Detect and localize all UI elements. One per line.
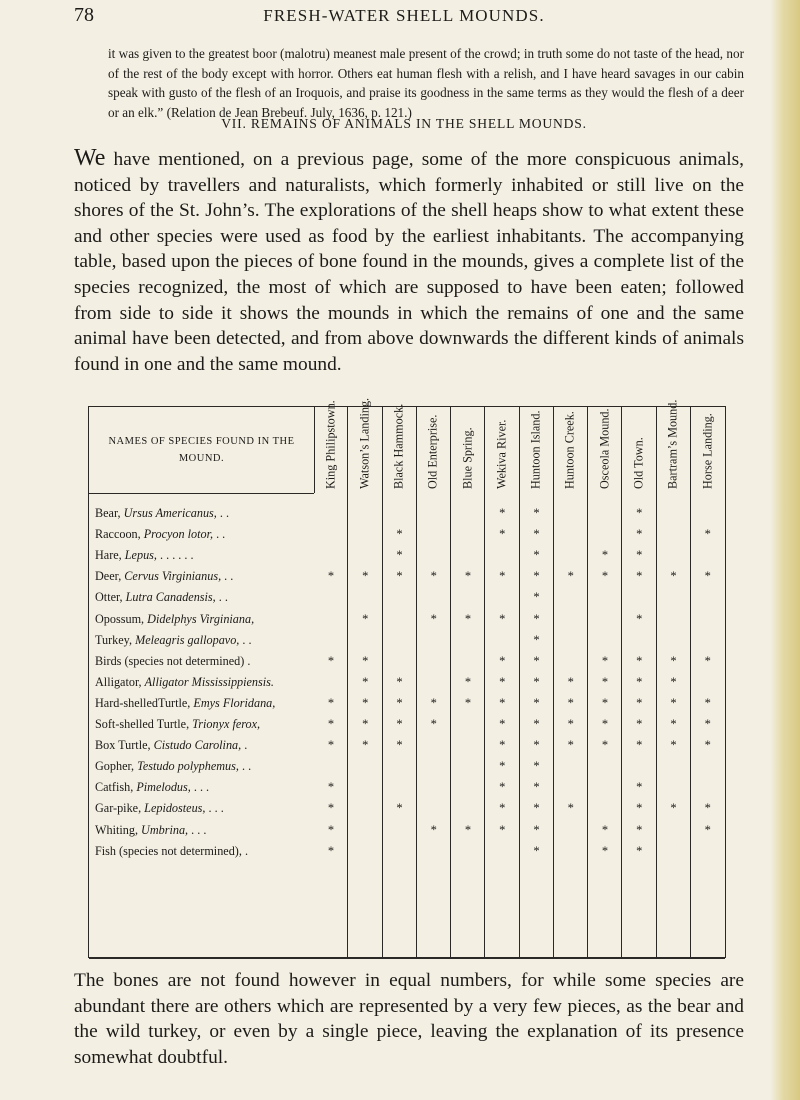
presence-mark: * xyxy=(499,506,506,520)
presence-mark: * xyxy=(704,801,711,816)
presence-mark: * xyxy=(601,843,609,858)
presence-mark: * xyxy=(533,759,540,774)
presence-mark: * xyxy=(533,717,540,731)
presence-mark: * xyxy=(430,717,437,731)
header-rule xyxy=(89,493,314,494)
presence-mark: * xyxy=(636,738,643,753)
table-row xyxy=(89,693,725,714)
presence-mark: * xyxy=(396,527,403,542)
presence-mark: * xyxy=(704,569,711,584)
presence-mark: * xyxy=(533,548,540,563)
presence-mark: * xyxy=(567,717,574,731)
species-name xyxy=(95,735,309,756)
section-heading: VII. REMAINS OF ANIMALS IN THE SHELL MOUNDS. xyxy=(221,116,587,131)
species-latin-name: Pimelodus, xyxy=(136,780,191,795)
presence-mark: * xyxy=(499,611,506,626)
presence-mark: * xyxy=(499,822,506,837)
mound-column-header: Osceola Mound. xyxy=(597,408,612,489)
running-header xyxy=(74,4,734,30)
species-common-name: Opossum, xyxy=(95,611,148,626)
presence-mark: * xyxy=(636,527,643,542)
presence-mark: * xyxy=(636,717,643,731)
species-common-name: Gopher, xyxy=(95,759,138,774)
presence-mark: * xyxy=(601,548,609,563)
presence-mark: * xyxy=(567,569,574,584)
presence-mark: * xyxy=(327,780,335,795)
presence-mark: * xyxy=(636,569,643,584)
species-common-name: Hare, xyxy=(95,548,125,563)
presence-mark: * xyxy=(704,653,711,668)
presence-mark: * xyxy=(533,695,540,710)
species-common-name: Soft-shelled Turtle, xyxy=(95,717,193,731)
dot-leader: . . xyxy=(238,759,252,774)
species-name xyxy=(95,820,309,841)
presence-mark: * xyxy=(533,801,540,816)
species-latin-name: Meleagris gallopavo, xyxy=(135,632,240,647)
species-name xyxy=(95,587,309,608)
presence-mark: * xyxy=(396,738,403,753)
presence-mark: * xyxy=(670,674,677,689)
dot-leader: . . . xyxy=(188,822,207,837)
presence-mark: * xyxy=(636,843,643,858)
page-edge-discoloration xyxy=(770,0,800,1100)
species-name xyxy=(95,672,309,693)
mound-column-header: Bartram’s Mound. xyxy=(665,399,680,489)
presence-mark: * xyxy=(430,611,437,626)
presence-mark: * xyxy=(327,717,335,731)
presence-mark: * xyxy=(533,653,540,668)
presence-mark: * xyxy=(533,527,540,542)
species-name xyxy=(95,566,309,587)
presence-mark: * xyxy=(636,674,643,689)
presence-mark: * xyxy=(362,653,369,668)
table-row xyxy=(89,566,725,587)
presence-mark: * xyxy=(601,569,609,584)
dot-leader: . . xyxy=(215,590,228,605)
species-name xyxy=(95,841,309,862)
presence-mark: * xyxy=(499,674,506,689)
species-latin-name: Ursus Americanus, xyxy=(123,506,217,520)
species-common-name: Turkey, xyxy=(95,632,136,647)
presence-mark: * xyxy=(499,717,506,731)
mound-column-header: Blue Spring. xyxy=(460,427,475,489)
presence-mark: * xyxy=(670,738,677,753)
table-row xyxy=(89,756,725,777)
presence-mark: * xyxy=(567,695,574,710)
species-common-name: Box Turtle, xyxy=(95,738,154,753)
table-row xyxy=(89,672,725,693)
names-column-header xyxy=(89,407,315,493)
presence-mark: * xyxy=(499,569,506,584)
presence-mark: * xyxy=(396,695,403,710)
species-latin-name: Lepidosteus, xyxy=(144,801,206,816)
presence-mark: * xyxy=(327,569,335,584)
presence-mark: * xyxy=(396,801,403,816)
presence-mark: * xyxy=(464,569,472,584)
species-common-name: Bear, xyxy=(95,506,124,520)
presence-mark: * xyxy=(464,695,472,710)
species-name xyxy=(95,651,309,672)
presence-mark: * xyxy=(636,653,643,668)
presence-mark: * xyxy=(499,695,506,710)
presence-mark: * xyxy=(327,695,335,710)
presence-mark: * xyxy=(533,738,540,753)
presence-mark: * xyxy=(430,569,437,584)
table-row xyxy=(89,820,725,841)
presence-mark: * xyxy=(567,674,574,689)
presence-mark: * xyxy=(704,695,711,710)
presence-mark: * xyxy=(396,569,403,584)
presence-mark: * xyxy=(601,738,609,753)
presence-mark: * xyxy=(533,506,540,520)
presence-mark: * xyxy=(362,611,369,626)
intro-paragraph xyxy=(74,146,744,377)
table-row xyxy=(89,587,725,608)
closing-paragraph: The bones are not found however in equal numbers, for while some species are abundant there are others which are represented by a very few pieces, as the bear and the wild turkey, or even by a single piece, leaving the explanation of its presence somewhat doubtful. xyxy=(74,970,744,1068)
presence-mark: * xyxy=(327,738,335,753)
species-latin-name: Umbrina, xyxy=(141,822,189,837)
table-row xyxy=(89,714,725,735)
names-header-line1: NAMES OF SPECIES FOUND IN THE xyxy=(108,436,295,447)
presence-mark: * xyxy=(327,801,335,816)
presence-mark: * xyxy=(670,717,677,731)
quote-paragraph: it was given to the greatest boor (malotru) meanest male present of the crowd; in truth some do not taste of the head, nor of the rest of the body except with horror. Others eat human flesh with a relish, and I have heard savages in our cabin speak with gusto of the flesh of an Iroquois, and praise its goodness in the same terms as they would the flesh of a deer or an elk.” (Relation de Jean Brebeuf. July, 1636, p. 121.) xyxy=(108,46,744,120)
species-table xyxy=(88,397,726,958)
species-common-name: Alligator, xyxy=(95,674,145,689)
presence-mark: * xyxy=(362,674,369,689)
dot-leader: . xyxy=(241,738,248,753)
dot-leader: . . xyxy=(239,632,252,647)
presence-mark: * xyxy=(533,822,540,837)
presence-mark: * xyxy=(533,674,540,689)
species-common-name: Raccoon, xyxy=(95,527,144,542)
presence-mark: * xyxy=(327,653,335,668)
presence-mark: * xyxy=(601,717,609,731)
species-latin-name: Trionyx ferox, xyxy=(192,717,261,731)
presence-mark: * xyxy=(533,632,540,647)
species-common-name: Birds (species not determined) xyxy=(95,653,245,668)
presence-mark: * xyxy=(533,843,540,858)
presence-mark: * xyxy=(396,674,403,689)
table-row xyxy=(89,630,725,651)
table-row xyxy=(89,545,725,566)
species-latin-name: Lutra Canadensis, xyxy=(125,590,216,605)
presence-mark: * xyxy=(533,590,540,605)
presence-mark: * xyxy=(567,738,574,753)
presence-mark: * xyxy=(533,569,540,584)
species-name xyxy=(95,714,309,735)
presence-mark: * xyxy=(670,801,677,816)
species-latin-name: Cervus Virginianus, xyxy=(124,569,222,584)
table-row xyxy=(89,735,725,756)
species-name xyxy=(95,756,309,777)
presence-mark: * xyxy=(533,611,540,626)
presence-mark: * xyxy=(670,569,677,584)
species-common-name: Otter, xyxy=(95,590,126,605)
presence-mark: * xyxy=(636,695,643,710)
presence-mark: * xyxy=(396,548,403,563)
mound-column-header: Old Enterprise. xyxy=(425,414,440,489)
species-name xyxy=(95,524,309,545)
mound-column-header: Old Town. xyxy=(631,437,646,489)
presence-mark: * xyxy=(636,801,643,816)
presence-mark: * xyxy=(670,653,677,668)
presence-mark: * xyxy=(636,548,643,563)
presence-mark: * xyxy=(601,695,609,710)
dot-leader: . . . xyxy=(190,780,210,795)
mound-column-header: Horse Landing. xyxy=(700,413,715,489)
table-row xyxy=(89,841,725,862)
presence-mark: * xyxy=(567,801,574,816)
table-row xyxy=(89,609,725,630)
presence-mark: * xyxy=(327,822,335,837)
dot-leader: . . xyxy=(221,569,234,584)
presence-mark: * xyxy=(499,801,506,816)
presence-mark: * xyxy=(430,822,437,837)
presence-mark: * xyxy=(499,738,506,753)
presence-mark: * xyxy=(499,759,506,774)
species-common-name: Gar-pike, xyxy=(95,801,145,816)
presence-mark: * xyxy=(704,738,711,753)
species-name xyxy=(95,693,309,714)
mound-column-header: Huntoon Creek. xyxy=(562,411,577,489)
page-number: 78 xyxy=(74,4,94,26)
presence-mark: * xyxy=(499,780,506,795)
presence-mark: * xyxy=(499,527,506,542)
species-latin-name: Alligator Mississippiensis. xyxy=(144,674,274,689)
presence-mark: * xyxy=(636,822,643,837)
species-latin-name: Testudo polyphemus, xyxy=(137,759,239,774)
species-name xyxy=(95,630,309,651)
presence-mark: * xyxy=(362,717,369,731)
dot-leader: . xyxy=(241,843,248,858)
presence-mark: * xyxy=(362,695,369,710)
dot-leader: . xyxy=(244,653,251,668)
presence-mark: * xyxy=(430,695,437,710)
presence-mark: * xyxy=(704,822,711,837)
presence-mark: * xyxy=(533,780,540,795)
species-common-name: Whiting, xyxy=(95,822,142,837)
presence-mark: * xyxy=(396,717,403,731)
intro-text: have mentioned, on a previous page, some of the more conspicuous animals, noticed by travellers and naturalists, which formerly inhabited or still live on the shores of the St. John’s. The explorations of the shell heaps show to what extent these and other species were used as food by the earliest inhabitants. The accompanying table, based upon the pieces of bone found in the mounds, gives a complete list of the species recognized, the most of which are supposed to have been eaten; followed from side to side it shows the mounds in which the remains of one and the same animal have been detected, and from above downwards the different kinds of animals found in one and the same mound. xyxy=(74,149,744,375)
presence-mark: * xyxy=(464,611,472,626)
species-common-name: Fish (species not determined), xyxy=(95,843,242,858)
species-common-name: Hard-shelledTurtle, xyxy=(95,695,194,710)
presence-mark: * xyxy=(601,674,609,689)
table-row xyxy=(89,651,725,672)
species-name xyxy=(95,777,309,798)
presence-mark: * xyxy=(636,780,643,795)
dot-leader: . . xyxy=(216,506,230,520)
species-common-name: Catfish, xyxy=(95,780,137,795)
species-latin-name: Cistudo Carolina, xyxy=(153,738,242,753)
presence-mark: * xyxy=(704,717,711,731)
table-row xyxy=(89,777,725,798)
mound-column-header: Huntoon Island. xyxy=(528,410,543,489)
table-row xyxy=(89,524,725,545)
mound-column-header: Watson’s Landing. xyxy=(357,397,372,489)
species-name xyxy=(95,545,309,566)
presence-mark: * xyxy=(327,843,335,858)
presence-mark: * xyxy=(464,822,472,837)
dot-leader: . . . xyxy=(205,801,224,816)
species-latin-name: Emys Floridana, xyxy=(193,695,276,710)
presence-mark: * xyxy=(464,674,472,689)
presence-mark: * xyxy=(636,506,643,520)
presence-mark: * xyxy=(601,822,609,837)
mound-column-header: King Philipstown. xyxy=(323,400,338,489)
presence-mark: * xyxy=(362,569,369,584)
species-name xyxy=(95,503,309,524)
presence-mark: * xyxy=(704,527,711,542)
species-name xyxy=(95,609,309,630)
dot-leader: . . xyxy=(213,527,226,542)
mound-column-header: Black Hammock. xyxy=(391,403,406,489)
presence-mark: * xyxy=(499,653,506,668)
dot-leader: . . . . . . xyxy=(156,548,194,563)
presence-mark: * xyxy=(636,611,643,626)
table-row xyxy=(89,798,725,819)
presence-mark: * xyxy=(601,653,609,668)
table-row xyxy=(89,503,725,524)
presence-mark: * xyxy=(670,695,677,710)
species-common-name: Deer, xyxy=(95,569,125,584)
species-name xyxy=(95,798,309,819)
mound-column-header: Wekiva River. xyxy=(494,419,509,489)
intro-first-word: We xyxy=(74,145,106,171)
presence-mark: * xyxy=(362,738,369,753)
running-title: FRESH-WATER SHELL MOUNDS. xyxy=(263,6,545,25)
names-header-line2: MOUND. xyxy=(178,453,225,464)
species-latin-name: Procyon lotor, xyxy=(143,527,214,542)
species-latin-name: Didelphys Virginiana, xyxy=(147,611,255,626)
species-latin-name: Lepus, xyxy=(124,548,157,563)
